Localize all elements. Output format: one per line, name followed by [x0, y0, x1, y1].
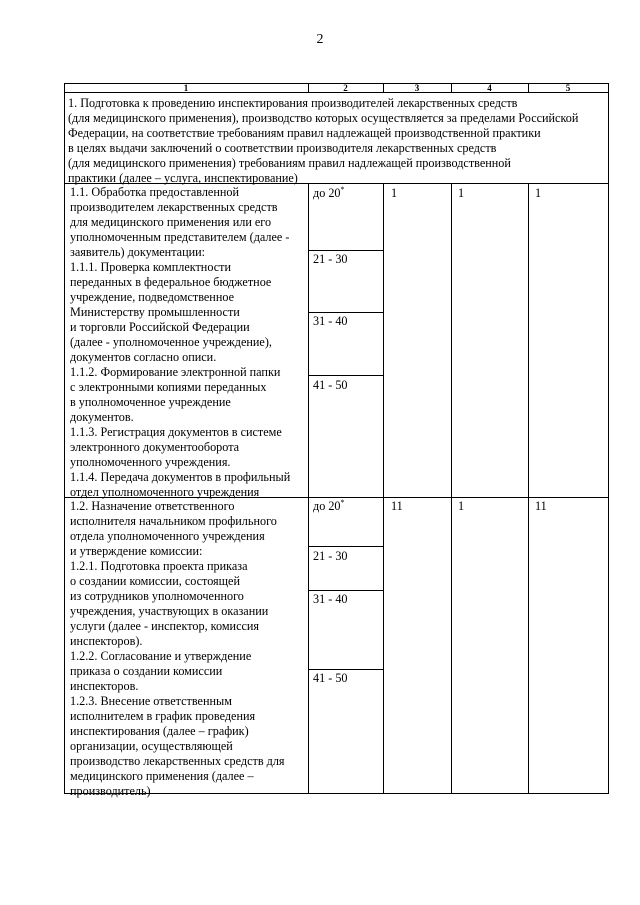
block1-line: и торговли Российской Федерации — [70, 320, 250, 334]
block2-range: 31 - 40 — [313, 592, 348, 606]
block1-line: 1.1.4. Передача документов в профильный — [70, 470, 291, 484]
block2-line: производитель) — [70, 784, 151, 798]
block1-line: уполномоченного учреждения. — [70, 455, 231, 469]
block2-line: исполнителем в график проведения — [70, 709, 256, 723]
block2-line: услуги (далее - инспектор, комиссия — [70, 619, 260, 633]
block2-line: инспекторов). — [70, 634, 143, 648]
block2-range — [313, 499, 345, 514]
block1-line: электронного документооборота — [70, 440, 240, 454]
block2-line: учреждения, участвующих в оказании — [70, 604, 269, 618]
block2-line: приказа о создании комиссии — [70, 664, 223, 678]
block1-range: 21 - 30 — [313, 252, 348, 266]
col-divider — [451, 497, 452, 794]
block2-line: отдела уполномоченного учреждения — [70, 529, 265, 543]
range-divider — [308, 590, 384, 591]
block1-line: учреждение, подведомственное — [70, 290, 235, 304]
block1-line: переданных в федеральное бюджетное — [70, 275, 272, 289]
section-line: практики (далее – услуга, инспектирование) — [68, 171, 298, 185]
range-divider — [308, 250, 384, 251]
block2-col4: 1 — [458, 499, 465, 513]
block1-line: 1.1. Обработка предоставленной — [70, 185, 239, 199]
header-col-5: 5 — [565, 83, 571, 93]
header-col-4: 4 — [487, 83, 492, 93]
block1-line: уполномоченным представителем (далее - — [70, 230, 290, 244]
block1-col4: 1 — [458, 186, 465, 200]
section-line: (для медицинского применения) требованиям правил надлежащей производственной — [68, 156, 511, 170]
block1-line: 1.1.2. Формирование электронной папки — [70, 365, 281, 379]
block1-line: (далее - уполномоченное учреждение), — [70, 335, 272, 349]
page-number: 2 — [316, 32, 324, 47]
col-divider — [528, 497, 529, 794]
col-divider — [383, 497, 384, 794]
block1-line: 1.1.3. Регистрация документов в системе — [70, 425, 282, 439]
block1-line: с электронными копиями переданных — [70, 380, 267, 394]
block1-range: 41 - 50 — [313, 378, 348, 392]
range-divider — [308, 312, 384, 313]
block1-line: Министерству промышленности — [70, 305, 240, 319]
block2-line: 1.2. Назначение ответственного — [70, 499, 235, 513]
range-divider — [308, 375, 384, 376]
block1-line: заявитель) документации: — [70, 245, 206, 259]
block1-range: 31 - 40 — [313, 314, 348, 328]
block2-line: 1.2.3. Внесение ответственным — [70, 694, 232, 708]
block1-col5: 1 — [535, 186, 542, 200]
col-divider — [383, 183, 384, 498]
col-divider — [308, 497, 309, 794]
block2-col5: 11 — [535, 499, 547, 513]
block2-line: инспектирования (далее – график) — [70, 724, 249, 738]
block1-range — [313, 186, 345, 201]
range-divider — [308, 546, 384, 547]
section-line: 1. Подготовка к проведению инспектирования производителей лекарственных средств — [68, 96, 518, 110]
block1-line: для медицинского применения или его — [70, 215, 272, 229]
range-divider — [308, 669, 384, 670]
block1-col3: 1 — [391, 186, 398, 200]
block2-line: медицинского применения (далее – — [70, 769, 254, 783]
block1-line: документов. — [70, 410, 134, 424]
block2-range: 21 - 30 — [313, 549, 348, 563]
block2-line: инспекторов. — [70, 679, 139, 693]
block2-line: 1.2.1. Подготовка проекта приказа — [70, 559, 248, 573]
block2-line: и утверждение комиссии: — [70, 544, 203, 558]
range-footnote-mark: * — [340, 497, 345, 507]
block2-line: исполнителя начальником профильного — [70, 514, 277, 528]
header-col-1: 1 — [183, 83, 189, 93]
section-line: в целях выдачи заключений о соответствии производителя лекарственных средств — [68, 141, 497, 155]
header-col-3: 3 — [414, 83, 420, 93]
range-label: до 20 — [313, 499, 341, 513]
header-col-2: 2 — [343, 83, 348, 93]
table-border-right — [608, 83, 609, 794]
block2-line: из сотрудников уполномоченного — [70, 589, 244, 603]
table-border-left — [64, 83, 65, 794]
block2-line: организации, осуществляющей — [70, 739, 233, 753]
block2-range: 41 - 50 — [313, 671, 348, 685]
col-divider — [308, 183, 309, 498]
block1-line: в уполномоченное учреждение — [70, 395, 231, 409]
col-divider — [528, 183, 529, 498]
block1-line: отдел уполномоченного учреждения — [70, 485, 260, 499]
col-divider — [451, 183, 452, 498]
block2-col3: 11 — [391, 499, 403, 513]
range-label: до 20 — [313, 186, 341, 200]
range-footnote-mark: * — [340, 184, 345, 194]
block2-line: производство лекарственных средств для — [70, 754, 285, 768]
block1-line: производителем лекарственных средств — [70, 200, 278, 214]
block1-line: документов согласно описи. — [70, 350, 217, 364]
block2-line: 1.2.2. Согласование и утверждение — [70, 649, 252, 663]
section-line: Федерации, на соответствие требованиям правил надлежащей производственной практики — [68, 126, 541, 140]
block1-line: 1.1.1. Проверка комплектности — [70, 260, 231, 274]
section-line: (для медицинского применения), производство которых осуществляется за пределами Российской — [68, 111, 579, 125]
block2-line: о создании комиссии, состоящей — [70, 574, 240, 588]
